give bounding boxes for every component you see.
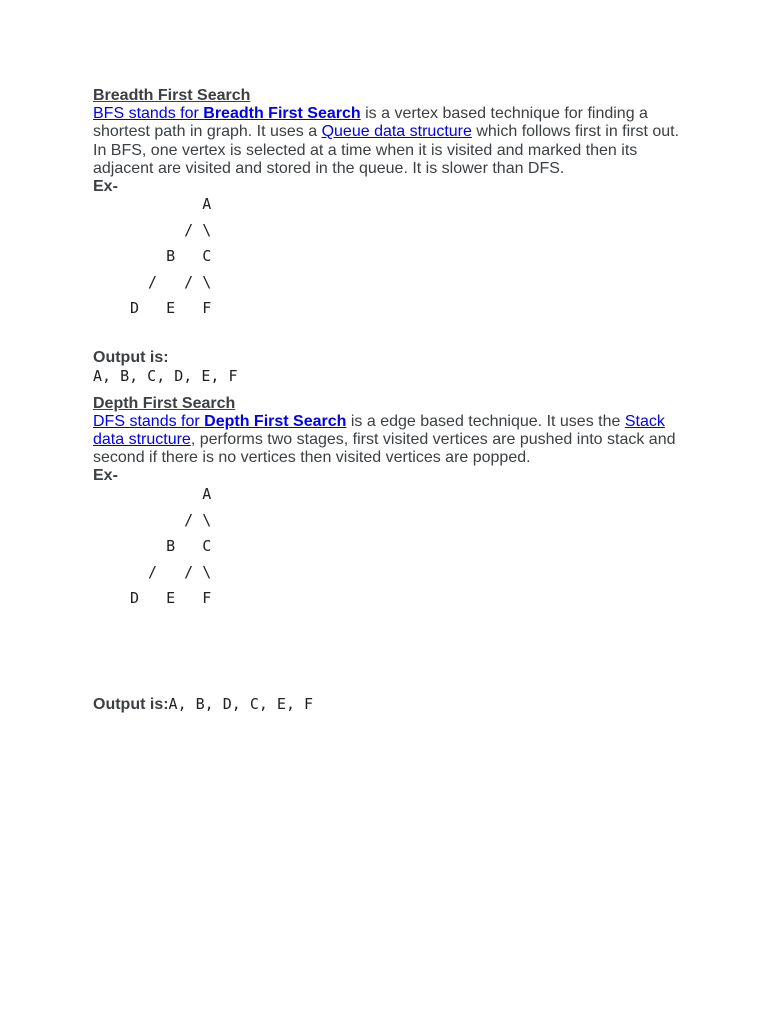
- bfs-heading: Breadth First Search: [93, 87, 251, 104]
- dfs-tree-row: B C: [130, 536, 212, 555]
- dfs-text-1: is a edge based technique. It uses the: [346, 412, 625, 430]
- bfs-tree-row: / / \: [130, 273, 212, 292]
- dfs-heading: Depth First Search: [93, 394, 236, 412]
- dfs-definition-link[interactable]: [93, 413, 346, 430]
- dfs-tree-diagram: [130, 481, 683, 611]
- dfs-paragraph: [93, 413, 683, 468]
- dfs-tree-row: / \: [130, 510, 212, 529]
- dfs-link-bold: Depth First Search: [204, 412, 347, 430]
- bfs-link-prefix: BFS stands for: [93, 105, 204, 123]
- bfs-link-bold: Breadth First Search: [203, 105, 361, 123]
- dfs-tree-row: / / \: [130, 562, 212, 581]
- stack-data-structure-link[interactable]: Stack data structure: [93, 412, 665, 449]
- bfs-output-label: Output is:: [93, 349, 169, 367]
- dfs-link-prefix: DFS stands for: [93, 412, 205, 430]
- dfs-section: [93, 395, 683, 714]
- bfs-tree-row: A: [130, 195, 212, 214]
- bfs-section: [93, 87, 683, 386]
- bfs-tree-row: B C: [130, 247, 212, 266]
- bfs-tree-row: / \: [130, 221, 212, 240]
- dfs-output-value: A, B, D, C, E, F: [168, 694, 314, 713]
- dfs-tree-row: A: [130, 484, 212, 503]
- bfs-tree-row: D E F: [130, 299, 212, 318]
- queue-data-structure-link[interactable]: Queue data structure: [321, 123, 472, 141]
- bfs-tree-diagram: [130, 191, 683, 321]
- document-page: [93, 87, 683, 714]
- bfs-paragraph: [93, 105, 683, 178]
- bfs-text-1: is a vertex based technique for finding a shortest path in graph. It uses a: [93, 105, 648, 141]
- dfs-output-line: [93, 695, 683, 714]
- dfs-text-2: , performs two stages, first visited vertices are pushed into stack and second if there is no vertices then visited vertices are popped.: [93, 431, 676, 467]
- bfs-text-2: which follows first in first out. In BFS, one vertex is selected at a time when it is visited and marked then its adjacent are visited and stored in the queue. It is slower than DFS.: [93, 123, 680, 177]
- bfs-example-label: Ex-: [93, 178, 118, 196]
- dfs-tree-row: D E F: [130, 588, 212, 607]
- dfs-example-label: Ex-: [93, 467, 118, 485]
- bfs-output-value: A, B, C, D, E, F: [93, 367, 238, 386]
- dfs-output-label: Output is:: [93, 695, 169, 713]
- bfs-definition-link[interactable]: [93, 105, 361, 122]
